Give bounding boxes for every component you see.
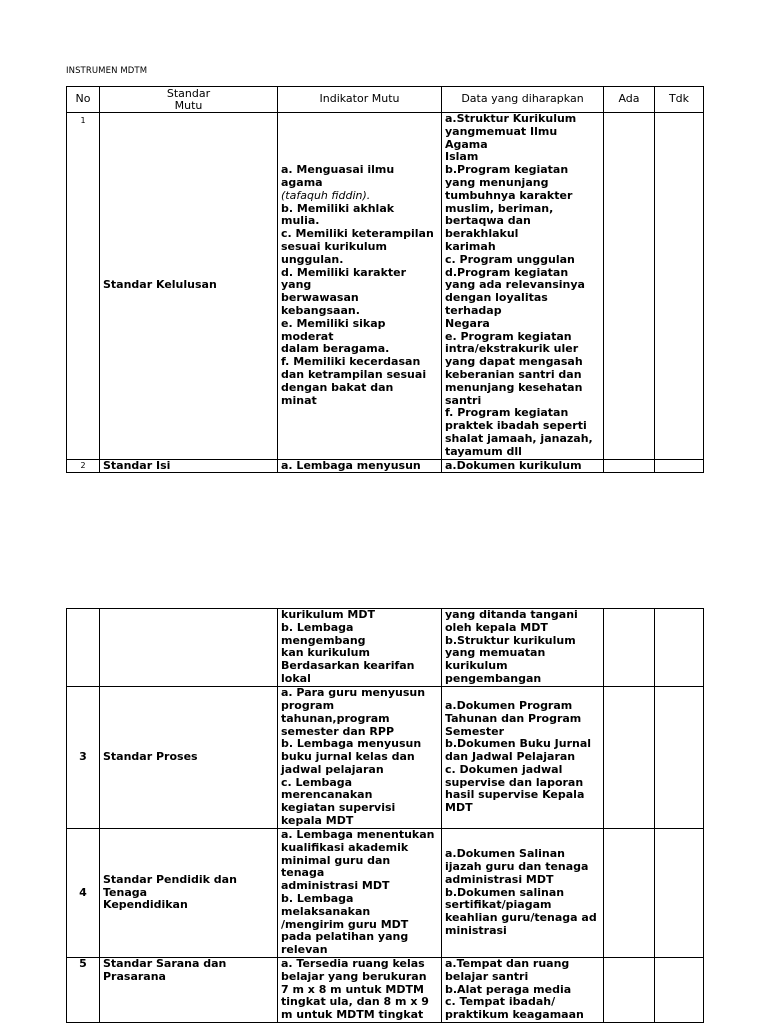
- tdk-cell[interactable]: [655, 459, 704, 473]
- header-indikator-mutu: Indikator Mutu: [278, 87, 442, 113]
- data-cell: a.Dokumen Salinan ijazah guru dan tenaga administrasi MDT b.Dokumen salinan sertifikat/piagam keahlian guru/tenaga ad ministrasi: [442, 829, 604, 958]
- standar-cell: Standar Isi: [100, 459, 278, 473]
- instrument-table-part1: [66, 86, 704, 473]
- instrument-table-part2: [66, 608, 704, 1023]
- indikator-text-rest: b. Memiliki akhlak mulia. c. Memiliki keterampilan sesuai kurikulum unggulan. d. Memiliki karakter yang berwawasan kebangsaan. e. Memiliki sikap moderat dalam beragama. f. Memiliki kecerdasan dan ketrampilan sesuai dengan bakat dan minat: [281, 201, 434, 407]
- indikator-cell: a. Para guru menyusun program tahunan,program semester dan RPP b. Lembaga menyusun buku jurnal kelas dan jadwal pelajaran c. Lembaga merencanakan kegiatan supervisi kepala MDT: [278, 687, 442, 829]
- table-row: [67, 609, 704, 687]
- indikator-cell: [278, 113, 442, 460]
- standar-cell: Standar Pendidik dan Tenaga Kependidikan: [100, 829, 278, 958]
- indikator-text-a: a. Menguasai ilmu agama: [281, 163, 395, 189]
- data-cell: yang ditanda tangani oleh kepala MDT b.Struktur kurikulum yang memuatan kurikulum pengembangan: [442, 609, 604, 687]
- ada-cell[interactable]: [604, 459, 655, 473]
- standar-cell: Standar Proses: [100, 687, 278, 829]
- table-row: [67, 459, 704, 473]
- standar-cell: [100, 609, 278, 687]
- table-header-row: [67, 87, 704, 113]
- indikator-cell: a. Tersedia ruang kelas belajar yang berukuran 7 m x 8 m untuk MDTM tingkat ula, dan 8 m x 9 m untuk MDTM tingkat: [278, 957, 442, 1022]
- tdk-cell[interactable]: [655, 687, 704, 829]
- row-number: 2: [67, 459, 100, 473]
- standar-cell: Standar Sarana dan Prasarana: [100, 957, 278, 1022]
- ada-cell[interactable]: [604, 829, 655, 958]
- document-title: INSTRUMEN MDTM: [66, 66, 148, 76]
- header-no: No: [67, 87, 100, 113]
- table-row: [67, 113, 704, 460]
- ada-cell[interactable]: [604, 687, 655, 829]
- header-tdk: Tdk: [655, 87, 704, 113]
- tdk-cell[interactable]: [655, 609, 704, 687]
- ada-cell[interactable]: [604, 957, 655, 1022]
- indikator-cell: kurikulum MDT b. Lembaga mengembang kan kurikulum Berdasarkan kearifan lokal: [278, 609, 442, 687]
- data-cell: a.Dokumen Program Tahunan dan Program Semester b.Dokumen Buku Jurnal dan Jadwal Pelajaran c. Dokumen jadwal supervise dan laporan hasil supervise Kepala MDT: [442, 687, 604, 829]
- tdk-cell[interactable]: [655, 957, 704, 1022]
- data-cell: a.Struktur Kurikulum yangmemuat Ilmu Agama Islam b.Program kegiatan yang menunjang tumbuhnya karakter muslim, beriman, bertaqwa dan berakhlakul karimah c. Program unggulan d.Program kegiatan yang ada relevansinya dengan loyalitas terhadap Negara e. Program kegiatan intra/ekstrakurik uler yang dapat mengasah keberanian santri dan menunjang kesehatan santri f. Program kegiatan praktek ibadah seperti shalat jamaah, janazah, tayamum dll: [442, 113, 604, 460]
- table-row: [67, 687, 704, 829]
- ada-cell[interactable]: [604, 609, 655, 687]
- header-data-diharapkan: Data yang diharapkan: [442, 87, 604, 113]
- data-cell: a.Dokumen kurikulum: [442, 459, 604, 473]
- header-ada: Ada: [604, 87, 655, 113]
- standar-cell: Standar Kelulusan: [100, 113, 278, 460]
- row-number: 4: [67, 829, 100, 958]
- ada-cell[interactable]: [604, 113, 655, 460]
- indikator-cell: a. Lembaga menentukan kualifikasi akademik minimal guru dan tenaga administrasi MDT b. Lembaga melaksanakan /mengirim guru MDT pada pelatihan yang relevan: [278, 829, 442, 958]
- indikator-cell: a. Lembaga menyusun: [278, 459, 442, 473]
- header-standar-mutu: Standar Mutu: [100, 87, 278, 113]
- row-number: 3: [67, 687, 100, 829]
- indikator-italic-note: (tafaquh fiddin).: [281, 188, 371, 202]
- tdk-cell[interactable]: [655, 829, 704, 958]
- table-row: [67, 829, 704, 958]
- table-row: [67, 957, 704, 1022]
- row-number: 1: [67, 113, 100, 460]
- row-number: [67, 609, 100, 687]
- row-number: 5: [67, 957, 100, 1022]
- tdk-cell[interactable]: [655, 113, 704, 460]
- data-cell: a.Tempat dan ruang belajar santri b.Alat peraga media c. Tempat ibadah/ praktikum keagamaan: [442, 957, 604, 1022]
